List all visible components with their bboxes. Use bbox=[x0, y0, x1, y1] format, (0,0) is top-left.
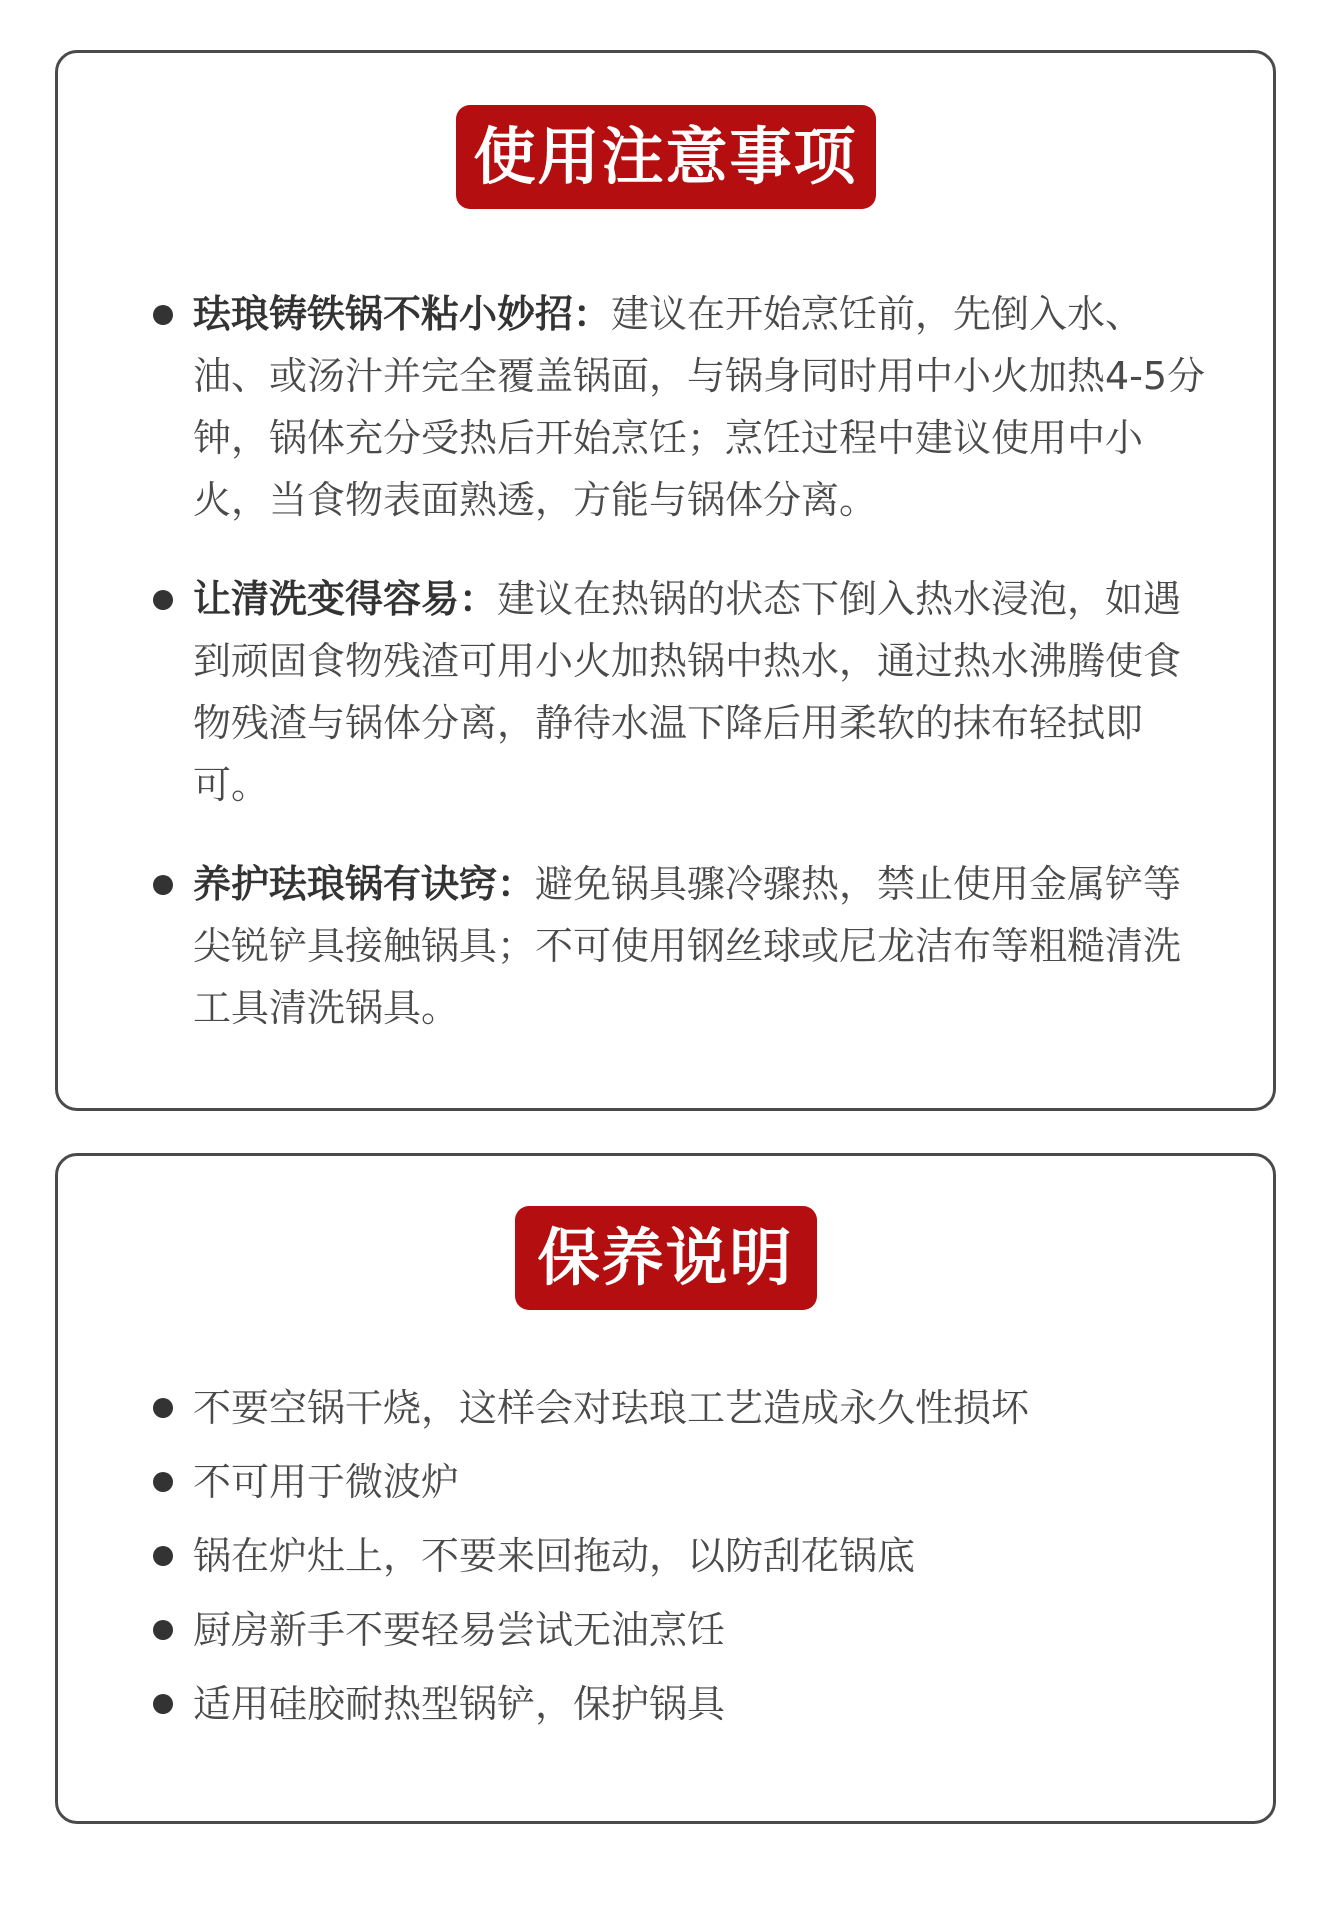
care-item-text: 适用硅胶耐热型锅铲，保护锅具 bbox=[193, 1682, 726, 1726]
care-instructions-title: 保养说明 bbox=[515, 1206, 817, 1310]
care-item-text: 不要空锅干烧，这样会对珐琅工艺造成永久性损坏 bbox=[193, 1386, 1030, 1430]
bullet-icon bbox=[153, 305, 173, 325]
care-item bbox=[153, 1519, 1213, 1593]
bullet-icon bbox=[153, 1620, 173, 1640]
care-item-text: 锅在炉灶上，不要来回拖动，以防刮花锅底 bbox=[193, 1534, 916, 1578]
usage-tip-item bbox=[153, 853, 1213, 1039]
care-item-text: 厨房新手不要轻易尝试无油烹饪 bbox=[193, 1608, 726, 1652]
usage-tips-list bbox=[153, 283, 1213, 1076]
bullet-icon bbox=[153, 1398, 173, 1418]
usage-tip-item bbox=[153, 568, 1213, 816]
usage-tip-item bbox=[153, 283, 1213, 531]
usage-tip-heading: 珐琅铸铁锅不粘小妙招： bbox=[193, 292, 612, 336]
care-item bbox=[153, 1371, 1213, 1445]
bullet-icon bbox=[153, 875, 173, 895]
care-item bbox=[153, 1593, 1213, 1667]
bullet-icon bbox=[153, 1694, 173, 1714]
usage-tip-body: 建议在热锅的状态下倒入热水浸泡，如遇到顽固食物残渣可用小火加热锅中热水，通过热水沸腾使食物残渣与锅体分离，静待水温下降后用柔软的抹布轻拭即可。 bbox=[193, 577, 1182, 807]
usage-tip-heading: 养护珐琅锅有诀窍： bbox=[193, 862, 536, 906]
usage-tip-body: 建议在开始烹饪前，先倒入水、油、或汤汁并完全覆盖锅面，与锅身同时用中小火加热4-5分钟，锅体充分受热后开始烹饪；烹饪过程中建议使用中小火，当食物表面熟透，方能与锅体分离。 bbox=[193, 292, 1206, 522]
care-item-text: 不可用于微波炉 bbox=[193, 1460, 460, 1504]
care-item bbox=[153, 1445, 1213, 1519]
usage-tip-body: 避免锅具骤冷骤热，禁止使用金属铲等尖锐铲具接触锅具；不可使用钢丝球或尼龙洁布等粗糙清洗工具清洗锅具。 bbox=[193, 862, 1182, 1030]
usage-tip-heading: 让清洗变得容易： bbox=[193, 577, 498, 621]
usage-notes-title: 使用注意事项 bbox=[456, 105, 876, 209]
care-item bbox=[153, 1667, 1213, 1741]
bullet-icon bbox=[153, 590, 173, 610]
bullet-icon bbox=[153, 1472, 173, 1492]
usage-notes-panel bbox=[55, 50, 1276, 1111]
bullet-icon bbox=[153, 1546, 173, 1566]
care-items-list bbox=[153, 1371, 1213, 1741]
care-instructions-panel bbox=[55, 1153, 1276, 1824]
